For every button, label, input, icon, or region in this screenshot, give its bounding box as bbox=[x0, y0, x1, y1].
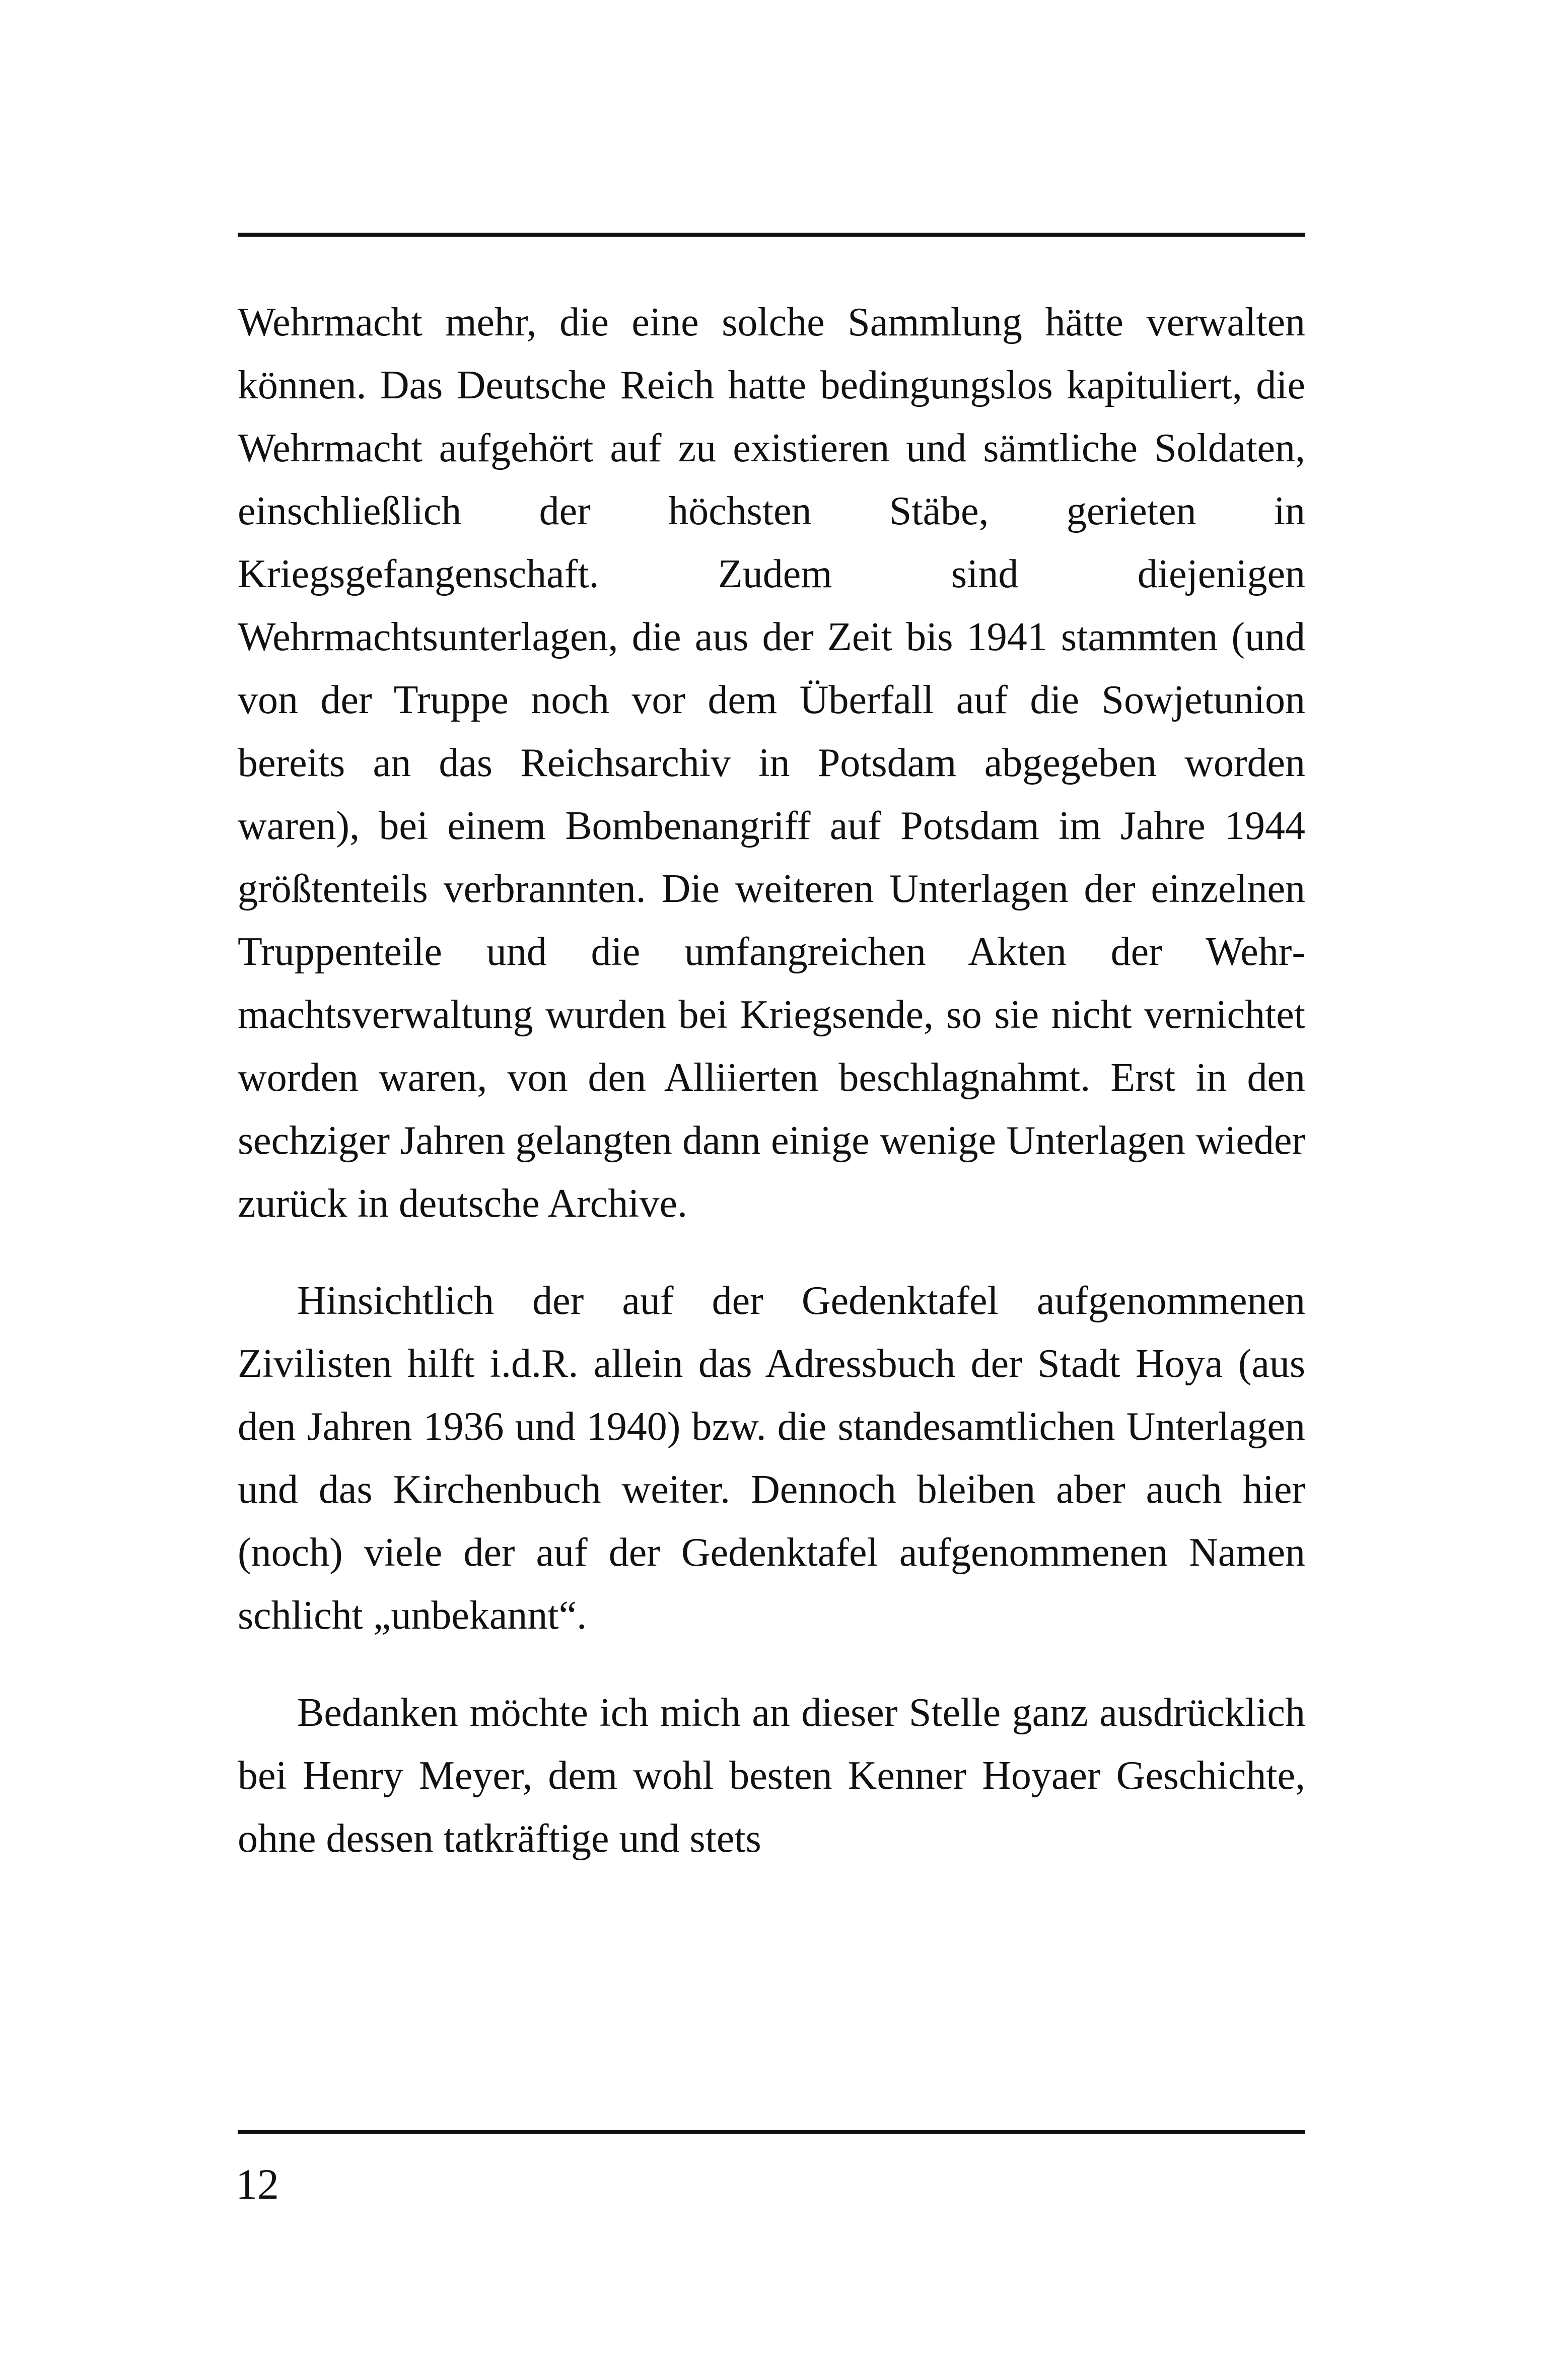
paragraph-1: Wehrmacht mehr, die eine solche Sammlung hätte verwalten können. Das Deutsche Reich hatte bedingungslos kapituliert, die Wehrmacht aufgehört auf zu existieren und sämtliche Soldaten, einschließlich der höchsten Stäbe, gerieten in Kriegsgefangenschaft. Zudem sind diejenigen Wehrmachtsunterlagen, die aus der Zeit bis 1941 stammten (und von der Truppe noch vor dem Überfall auf die Sowjetunion bereits an das Reichsarchiv in Potsdam abgegeben worden waren), bei einem Bombenangriff auf Potsdam im Jahre 1944 größtenteils verbrannten. Die weiteren Unterlagen der einzelnen Truppenteile und die umfangreichen Akten der Wehrmachtsverwaltung wurden bei Kriegsende, so sie nicht vernichtet worden waren, von den Alliierten beschlagnahmt. Erst in den sechziger Jahren gelangten dann einige wenige Unterlagen wieder zurück in deutsche Archive. bbox=[238, 300, 1305, 1226]
header-rule bbox=[238, 233, 1305, 237]
page-number: 12 bbox=[236, 2160, 279, 2208]
body-text bbox=[238, 291, 1305, 1870]
footer-rule bbox=[238, 2130, 1305, 2134]
paragraph-2: Hinsichtlich der auf der Gedenktafel aufgenommenen Zivilisten hilft i.d.R. allein das Adressbuch der Stadt Hoya (aus den Jahren 1936 und 1940) bzw. die standesamtlichen Unterlagen und das Kirchenbuch weiter. Dennoch bleiben aber auch hier (noch) viele der auf der Gedenktafel aufgenommenen Namen schlicht „unbekannt“. bbox=[238, 1279, 1305, 1638]
paragraph-3: Bedanken möchte ich mich an dieser Stelle ganz ausdrücklich bei Henry Meyer, dem wohl besten Kenner Hoyaer Geschichte, ohne dessen tatkräftige und stets bbox=[238, 1691, 1305, 1861]
